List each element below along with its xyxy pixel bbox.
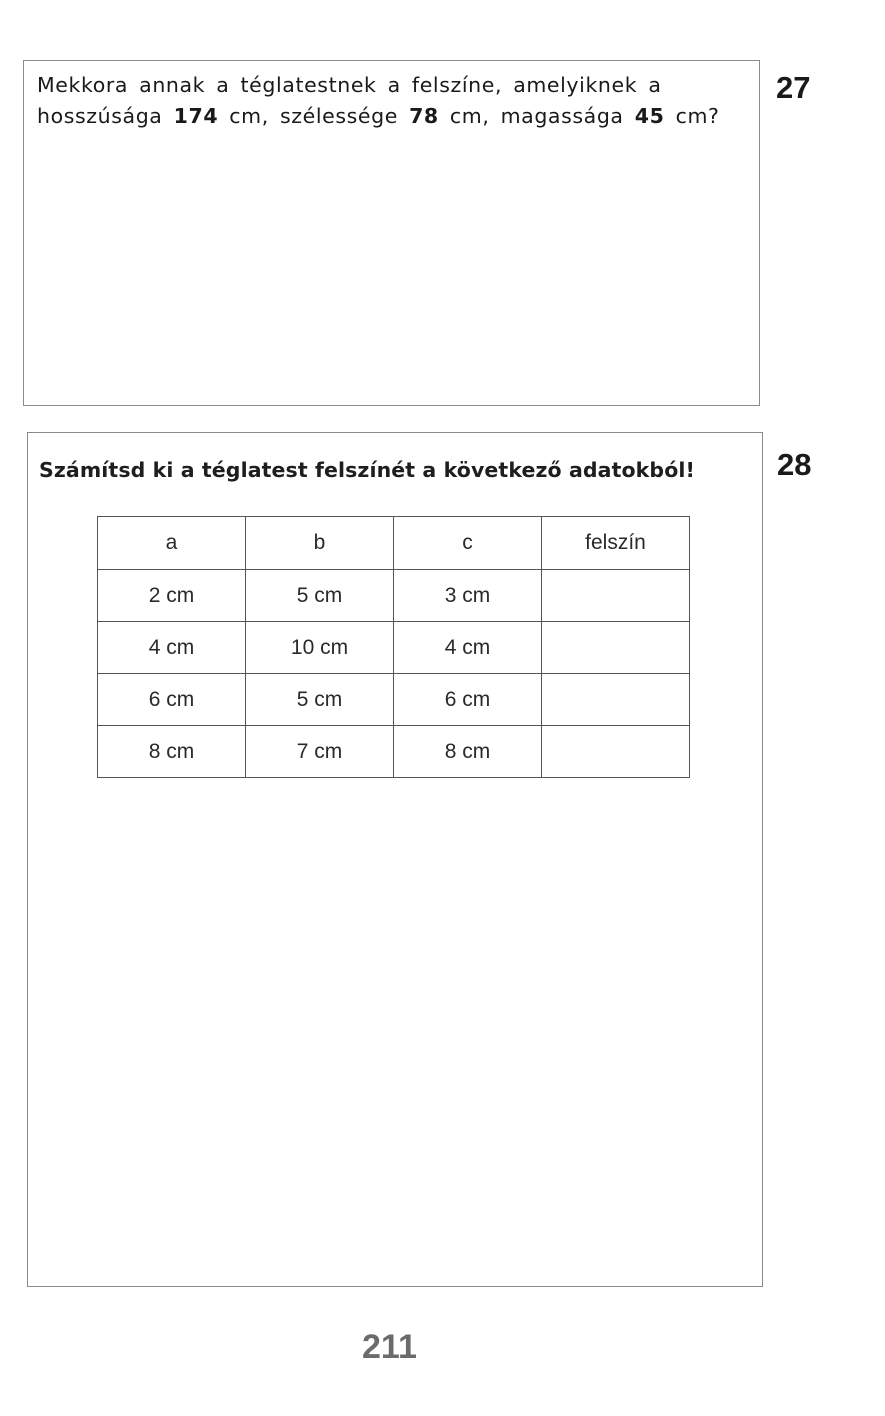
- exercise-27-line1: Mekkora annak a téglatestnek a felszíne, amelyiknek a: [37, 73, 662, 97]
- cell-a: 2 cm: [98, 570, 246, 622]
- table-row: [98, 570, 690, 622]
- cell-surface-answer[interactable]: [542, 674, 690, 726]
- exercise-27-length-value: 174: [173, 104, 219, 128]
- cell-c: 6 cm: [394, 674, 542, 726]
- exercise-27-height-value: 45: [634, 104, 665, 128]
- exercise-28-number: 28: [777, 447, 812, 482]
- table-row: [98, 674, 690, 726]
- cell-b: 10 cm: [246, 622, 394, 674]
- cell-c: 8 cm: [394, 726, 542, 778]
- surface-area-table: [97, 516, 690, 778]
- exercise-27-text-height-label: cm, magassága: [438, 104, 635, 128]
- cell-b: 5 cm: [246, 674, 394, 726]
- exercise-27-number: 27: [776, 70, 811, 105]
- table-header-row: [98, 517, 690, 570]
- table-row: [98, 726, 690, 778]
- header-b: b: [246, 517, 394, 570]
- header-c: c: [394, 517, 542, 570]
- cell-c: 3 cm: [394, 570, 542, 622]
- cell-a: 4 cm: [98, 622, 246, 674]
- cell-surface-answer[interactable]: [542, 726, 690, 778]
- exercise-27-text-length-label: hosszúsága: [37, 104, 174, 128]
- cell-surface-answer[interactable]: [542, 622, 690, 674]
- cell-a: 8 cm: [98, 726, 246, 778]
- exercise-27-text-end: cm?: [664, 104, 720, 128]
- page-number: 211: [362, 1328, 417, 1366]
- exercise-27-text-width-label: cm, szélessége: [218, 104, 410, 128]
- cell-a: 6 cm: [98, 674, 246, 726]
- exercise-28-prompt: Számítsd ki a téglatest felszínét a következő adatokból!: [39, 458, 695, 482]
- header-a: a: [98, 517, 246, 570]
- exercise-27-prompt: [37, 70, 749, 132]
- cell-c: 4 cm: [394, 622, 542, 674]
- cell-b: 7 cm: [246, 726, 394, 778]
- exercise-27-width-value: 78: [409, 104, 439, 128]
- header-surface: felszín: [542, 517, 690, 570]
- cell-b: 5 cm: [246, 570, 394, 622]
- cell-surface-answer[interactable]: [542, 570, 690, 622]
- table-row: [98, 622, 690, 674]
